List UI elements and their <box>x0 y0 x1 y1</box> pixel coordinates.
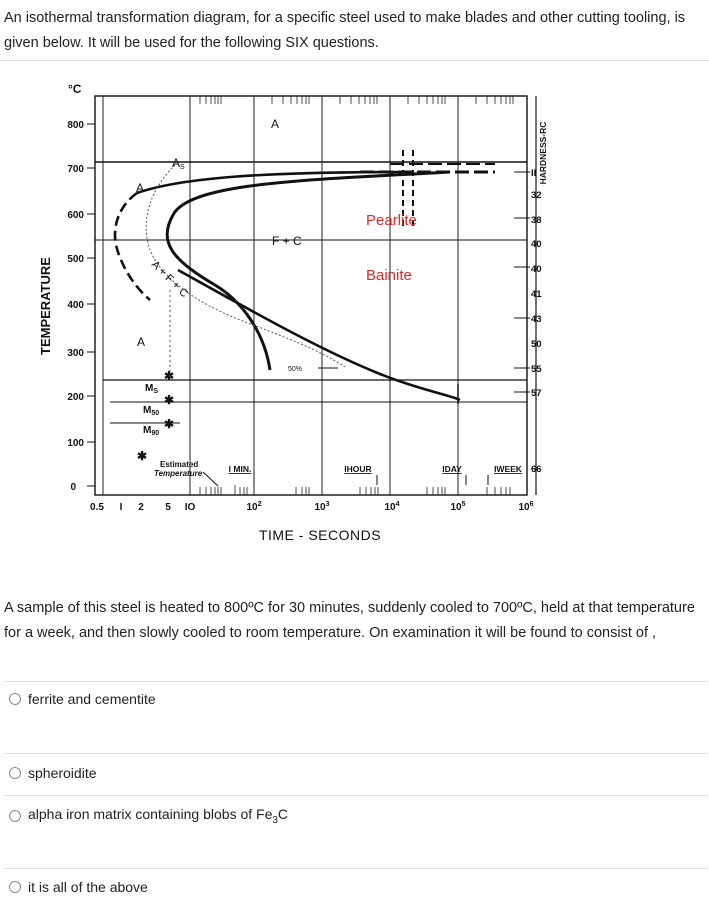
y-axis-title: TEMPERATURE <box>38 257 53 355</box>
label-fifty-percent: 50% <box>288 366 303 373</box>
marker-one-day: IDAY <box>442 464 462 474</box>
y-tick-0: 0 <box>70 482 76 493</box>
x-tick-1000: $10^3$ <box>314 501 330 513</box>
y-axis-unit: °C <box>68 82 82 96</box>
plot-frame <box>95 96 527 495</box>
y-tick-600: 600 <box>67 210 84 221</box>
question-line-2: for a week, and then slowly cooled to room temperature. On examination it will be found to consist of , <box>4 625 657 641</box>
intro-text <box>4 6 704 56</box>
hardness-value: 43 <box>531 314 542 325</box>
x-tick-10000: $10^4$ <box>384 501 400 513</box>
hardness-value: II <box>531 168 537 179</box>
estimated-bracket <box>203 472 218 486</box>
label-bainite: Bainite <box>366 267 412 284</box>
y-tick-200: 200 <box>67 392 84 403</box>
y-tick-700: 700 <box>67 164 84 175</box>
label-austenite-left: A <box>136 181 145 195</box>
radio-button[interactable] <box>9 693 21 705</box>
x-tick-10: IO <box>184 502 196 513</box>
x-tick-0.5: 0.5 <box>90 502 104 513</box>
label-ferrite-cementite: F + C <box>272 234 302 248</box>
option-label: alpha iron matrix containing blobs of $Fe_3C$ <box>28 806 289 826</box>
radio-button[interactable] <box>9 810 21 822</box>
fifty-percent-curve <box>146 165 345 367</box>
divider <box>4 795 708 796</box>
question-line-1: A sample of this steel is heated to 800ºC for 30 minutes, suddenly cooled to 700ºC, held at that temperature <box>4 600 695 616</box>
time-marker-lines <box>254 475 488 485</box>
label-estimated: Estimated <box>160 460 199 469</box>
star-marker: ✱ <box>164 369 175 383</box>
hardness-value: 40 <box>531 264 542 275</box>
label-m90: $M_{90}$ <box>143 425 160 437</box>
hardness-value: 40 <box>531 239 542 250</box>
hardness-value: 57 <box>531 388 542 399</box>
hardness-value: 38 <box>531 215 542 226</box>
label-m50: $M_{50}$ <box>143 405 160 417</box>
star-marker: ✱ <box>137 449 148 463</box>
y-tick-400: 400 <box>67 300 84 311</box>
intro-line-2: given below. It will be used for the following SIX questions. <box>4 35 379 51</box>
minor-ticks-top <box>200 96 513 104</box>
marker-one-minute: I MIN. <box>228 464 252 474</box>
isothermal-transformation-diagram <box>0 62 709 562</box>
option-all-of-the-above[interactable] <box>9 879 148 895</box>
star-marker: ✱ <box>164 393 175 407</box>
x-tick-1: I <box>119 502 123 513</box>
option-label: spheroidite <box>28 765 97 781</box>
hardness-value: 55 <box>531 364 542 375</box>
x-tick-100: $10^2$ <box>246 501 262 513</box>
option-alpha-iron-matrix[interactable] <box>9 806 288 826</box>
x-tick-2: 2 <box>138 502 144 513</box>
hardness-value: 32 <box>531 190 542 201</box>
hardness-axis-title: HARDNESS-RC <box>538 121 548 185</box>
divider <box>4 753 708 754</box>
hardness-value: 50 <box>531 339 542 350</box>
label-ms: $M_S$ <box>145 383 159 395</box>
y-tick-300: 300 <box>67 348 84 359</box>
question-text <box>4 596 706 646</box>
radio-button[interactable] <box>9 767 21 779</box>
divider <box>4 681 708 682</box>
intro-line-1: An isothermal transformation diagram, for a specific steel used to make blades and other cutting tooling, is <box>4 10 686 26</box>
transformation-start-nose <box>115 193 150 300</box>
label-a-plus-f-plus-c: A + F + C <box>148 258 191 300</box>
x-axis-title: TIME - SECONDS <box>258 527 382 543</box>
x-tick-5: 5 <box>165 502 171 513</box>
label-austenite-start: AS <box>172 156 185 171</box>
option-spheroidite[interactable] <box>9 765 97 781</box>
y-tick-500: 500 <box>67 254 84 265</box>
y-tick-100: 100 <box>67 438 84 449</box>
marker-one-hour: IHOUR <box>344 464 372 474</box>
label-pearlite: Pearlite <box>366 212 417 229</box>
label-austenite-top: A <box>271 117 280 131</box>
y-tick-800: 800 <box>67 120 84 131</box>
label-austenite-low: A <box>137 335 146 349</box>
label-temperature: Temperature <box>154 469 203 478</box>
star-marker: ✱ <box>164 417 175 431</box>
y-axis-ticks <box>87 124 95 486</box>
hardness-value: 66 <box>531 464 542 475</box>
minor-ticks-bottom <box>200 485 510 495</box>
hardness-value: 41 <box>531 289 542 300</box>
option-ferrite-cementite[interactable] <box>9 691 156 707</box>
x-tick-100000: $10^5$ <box>450 501 466 513</box>
option-label: it is all of the above <box>28 879 148 895</box>
option-label: ferrite and cementite <box>28 691 156 707</box>
x-tick-1000000: $10^6$ <box>518 501 534 513</box>
radio-button[interactable] <box>9 881 21 893</box>
marker-one-week: IWEEK <box>494 464 522 474</box>
divider <box>4 868 708 869</box>
divider <box>0 60 709 61</box>
